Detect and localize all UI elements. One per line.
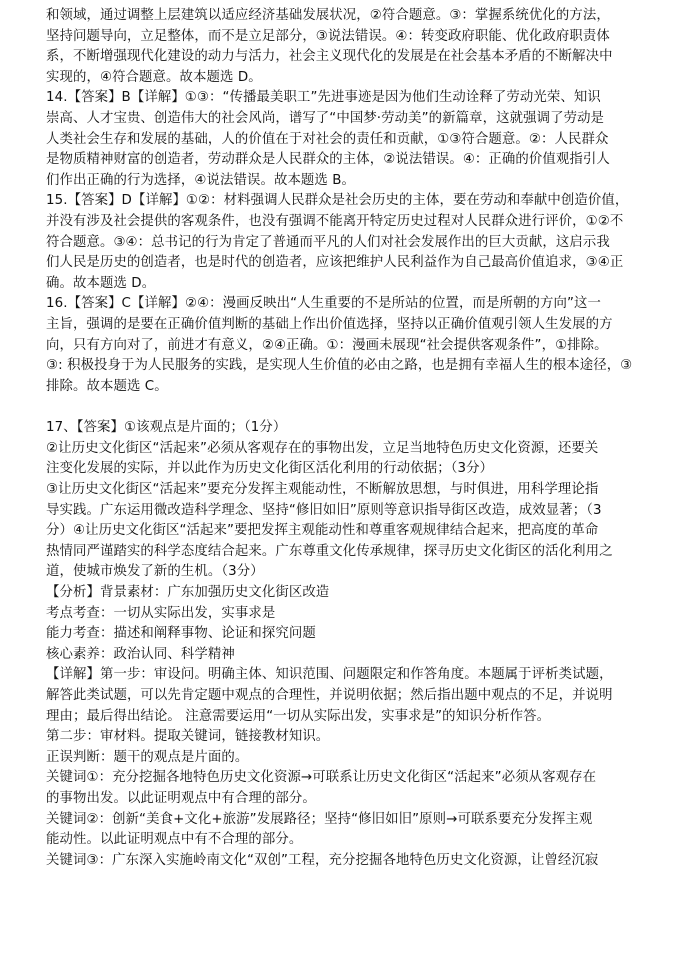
text-line: 主旨，强调的是要在正确价值判断的基础上作出价值选择，坚持以正确价值观引领人生发展的方 xyxy=(46,316,613,332)
text-line: 导实践。广东运用微改造科学理念、坚持“修旧如旧”原则等意识指导街区改造，成效显著；（3 xyxy=(46,502,602,518)
paragraph-gap xyxy=(46,397,658,418)
text-line: 注变化发展的实际，并以此作为历史文化街区活化利用的行动依据；（3分） xyxy=(46,461,494,477)
text-line: 系，不断增强现代化建设的动力与活力，社会主义现代化的发展是在社会基本矛盾的不断解决中 xyxy=(46,49,613,65)
text-line: 实现的，④符合题意。故本题选 D。 xyxy=(46,69,262,85)
text-line: ③: 积极投身于为人民服务的实践，是实现人生价值的必由之路，也是拥有幸福人生的根本途径，③ xyxy=(46,358,633,374)
text-line: 【分析】背景素材：广东加强历史文化街区改造 xyxy=(46,585,330,601)
text-line: 崇高、人才宝贵、创造伟大的社会风尚，谱写了“中国梦·劳动美”的新篇章，这就强调了劳动是 xyxy=(46,110,605,126)
text-line: 关键词①：充分挖掘各地特色历史文化资源→可联系让历史文化街区“活起来”必须从客观存在 xyxy=(46,770,597,786)
text-line: 能力考查：描述和阐释事物、论证和探究问题 xyxy=(46,626,316,642)
text-line: 正误判断：题干的观点是片面的。 xyxy=(46,749,249,765)
text-line: 15.【答案】D【详解】①②：材料强调人民群众是社会历史的主体，要在劳动和奉献中创造价值， xyxy=(46,193,629,209)
answers-block-13-16 xyxy=(46,6,658,397)
text-line: ③让历史文化街区“活起来”要充分发挥主观能动性，不断解放思想，与时俱进，用科学理论指 xyxy=(46,482,599,498)
text-line: 第二步：审材料。提取关键词，链接教材知识。 xyxy=(46,729,330,745)
text-line: 17、【答案】①该观点是片面的；（1分） xyxy=(46,420,287,436)
text-line: 坚持问题导向，立足整体，而不是立足部分，③说法错误。④：转变政府职能、优化政府职责体 xyxy=(46,28,610,44)
text-line: 热情同严谨踏实的科学态度结合起来。广东尊重文化传承规律，探寻历史文化街区的活化利用之 xyxy=(46,543,613,559)
text-line: 考点考查：一切从实际出发，实事求是 xyxy=(46,605,276,621)
text-line: 解答此类试题，可以先肯定题中观点的合理性，并说明依据；然后指出题中观点的不足，并说明 xyxy=(46,688,613,703)
text-line: 能动性。以此证明观点中有不合理的部分。 xyxy=(46,832,303,848)
text-line: 的事物出发。以此证明观点中有合理的部分。 xyxy=(46,790,316,806)
text-line: ②让历史文化街区“活起来”必须从客观存在的事物出发，立足当地特色历史文化资源，还要关 xyxy=(46,440,599,456)
text-line: 并没有涉及社会提供的客观条件，也没有强调不能离开特定历史过程对人民群众进行评价，①②不 xyxy=(46,213,624,229)
text-line: 排除。故本题选 C。 xyxy=(46,378,168,394)
answer-block-17 xyxy=(46,418,658,871)
text-line: 关键词③：广东深入实施岭南文化“双创”工程，充分挖掘各地特色历史文化资源，让曾经沉寂 xyxy=(46,852,599,868)
text-line: 核心素养：政治认同、科学精神 xyxy=(46,646,235,662)
text-line: 向，只有方向对了，前进才有意义，②④正确。①：漫画未展现“社会提供客观条件”，①排除。 xyxy=(46,337,608,353)
text-line: 关键词②：创新“美食+文化+旅游”发展路径；坚持“修旧如旧”原则→可联系要充分发挥主观 xyxy=(46,811,593,827)
text-line: 符合题意。③④：总书记的行为肯定了普通而平凡的人们对社会发展作出的巨大贡献，这启示我 xyxy=(46,234,610,250)
text-line: 是物质精神财富的创造者，劳动群众是人民群众的主体，②说法错误。④：正确的价值观指引人 xyxy=(46,152,610,168)
text-line: 分）④让历史文化街区“活起来”要把发挥主观能动性和尊重客观规律结合起来，把高度的革命 xyxy=(46,523,599,539)
text-line: 人类社会生存和发展的基础，人的价值在于对社会的责任和贡献，①③符合题意。②：人民群众 xyxy=(46,131,609,147)
text-line: 16.【答案】C【详解】②④：漫画反映出“人生重要的不是所站的位置，而是所朝的方向”这一 xyxy=(46,296,601,312)
text-line: 【详解】第一步：审设问。明确主体、知识范围、问题限定和作答角度。本题属于评析类试题， xyxy=(46,667,613,683)
answer-page xyxy=(46,6,658,871)
text-line: 们人民是历史的创造者，也是时代的创造者，应该把维护人民利益作为自己最高价值追求，③④正 xyxy=(46,255,624,271)
text-line: 们作出正确的行为选择，④说法错误。故本题选 B。 xyxy=(46,172,356,188)
text-line: 14.【答案】B【详解】①③：“传播最美职工”先进事迹是因为他们生动诠释了劳动光荣、知识 xyxy=(46,90,601,106)
text-line: 确。故本题选 D。 xyxy=(46,275,156,291)
text-line: 理由；最后得出结论。 注意需要运用“一切从实际出发，实事求是”的知识分析作答。 xyxy=(46,708,551,724)
text-line: 和领域，通过调整上层建筑以适应经济基础发展状况，②符合题意。③：掌握系统优化的方法， xyxy=(46,8,610,23)
text-line: 道，使城市焕发了新的生机。（3分） xyxy=(46,564,264,580)
